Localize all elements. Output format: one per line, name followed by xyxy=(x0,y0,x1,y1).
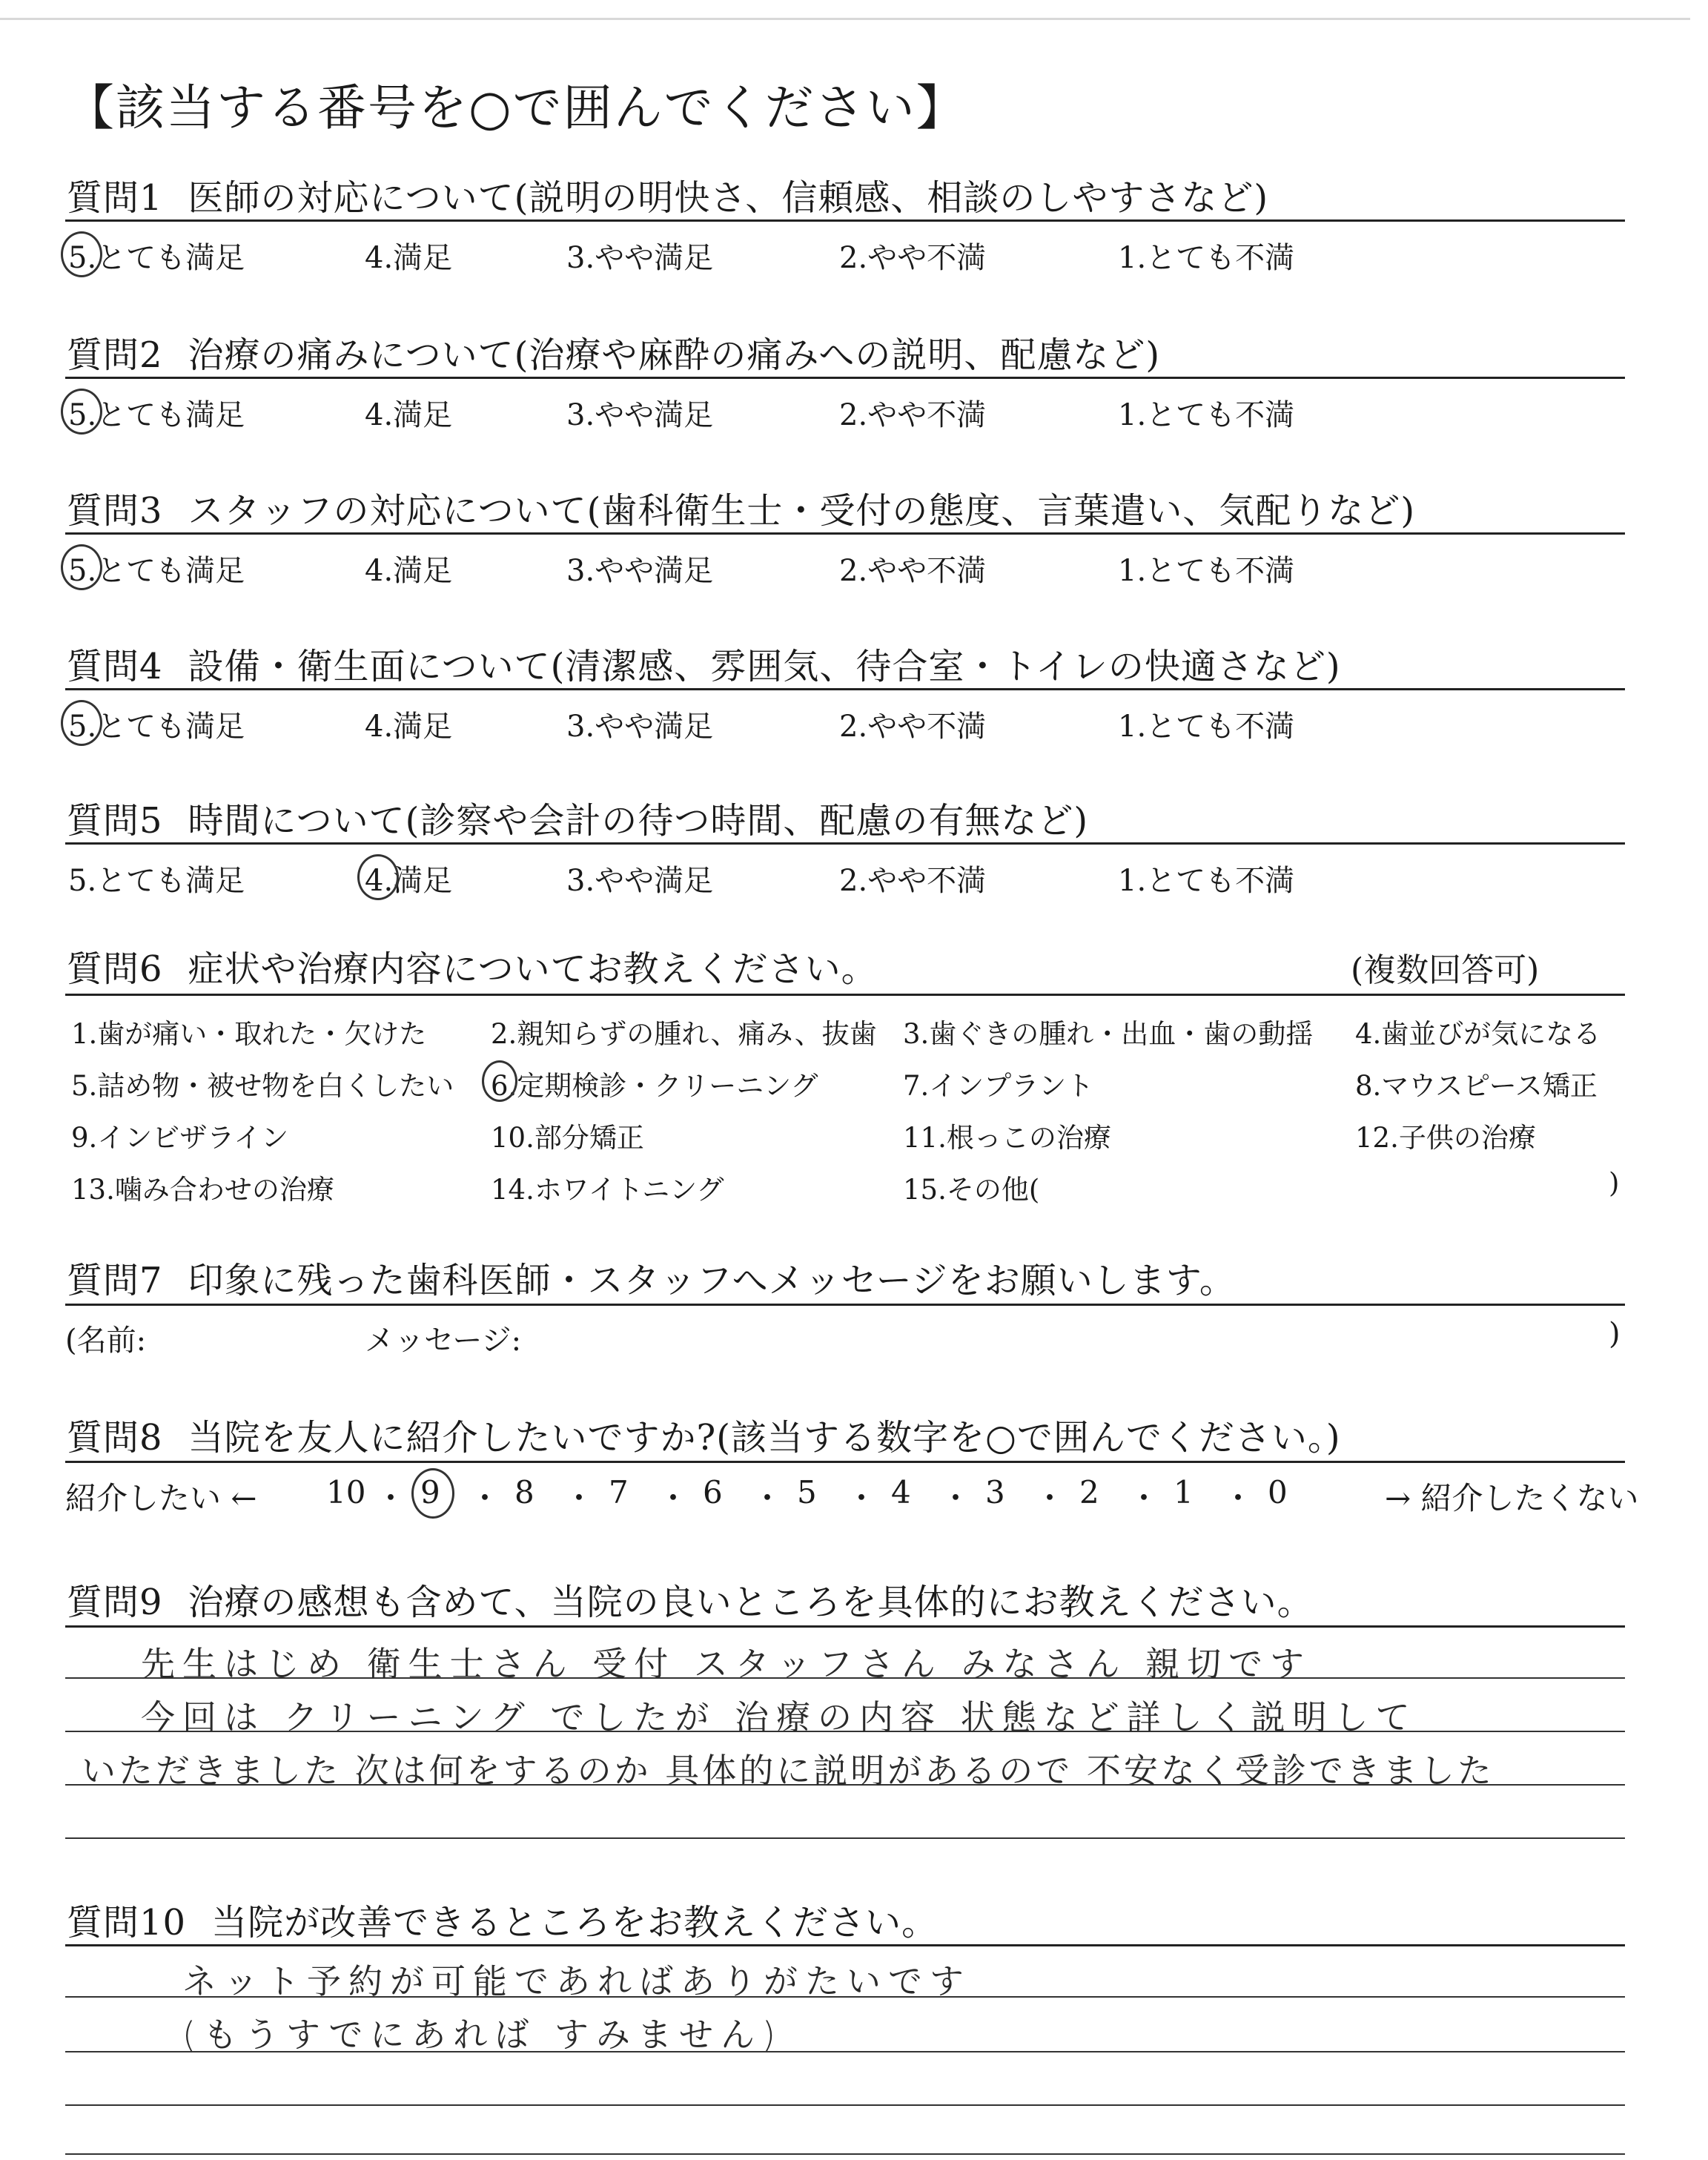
q8-separator-dot: ・ xyxy=(658,1480,689,1516)
q5-option-5[interactable]: 1.とても不満 xyxy=(1118,864,1295,898)
q1-option-2[interactable]: 4.満足 xyxy=(365,241,453,275)
q8-separator-dot: ・ xyxy=(1222,1480,1254,1516)
q6-item-4[interactable]: 4.歯並びが気になる xyxy=(1355,1018,1601,1050)
q6-item-10[interactable]: 10.部分矯正 xyxy=(491,1122,644,1154)
q3-option-2[interactable]: 4.満足 xyxy=(365,554,453,588)
q10-answer-line xyxy=(65,2104,1625,2106)
q9-answer-line xyxy=(65,1625,1625,1628)
q10-answer-line xyxy=(65,1944,1625,1946)
q6-number: 質問6 xyxy=(67,948,163,990)
q2-option-1[interactable]: 5.とても満足 xyxy=(68,398,245,432)
q8-separator-dot: ・ xyxy=(1034,1480,1066,1516)
q9-handwriting-line-1: 先生はじめ 衛生士さん 受付 スタッフさん みなさん 親切です xyxy=(141,1644,1312,1684)
q3-option-5[interactable]: 1.とても不満 xyxy=(1118,554,1295,588)
q8-rule xyxy=(65,1461,1625,1463)
q6-heading xyxy=(67,940,878,991)
q7-message-label: メッセージ: xyxy=(365,1324,522,1358)
q2-option-5[interactable]: 1.とても不満 xyxy=(1118,398,1295,432)
q6-text: 症状や治療内容についてお教えください。 xyxy=(188,948,878,990)
q10-answer-line xyxy=(65,2153,1625,2155)
q1-option-1[interactable]: 5.とても満足 xyxy=(68,241,245,275)
q6-item-5[interactable]: 5.詰め物・被せ物を白くしたい xyxy=(71,1070,454,1102)
q6-item-9[interactable]: 9.インビザライン xyxy=(71,1122,289,1154)
q4-selected-circle xyxy=(61,700,102,746)
q1-selected-circle xyxy=(61,231,102,277)
q3-number: 質問3 xyxy=(67,490,163,532)
q8-selected-circle xyxy=(411,1468,454,1519)
q9-handwriting-line-2: 今回は クリーニング でしたが 治療の内容 状態など詳しく説明して xyxy=(141,1697,1417,1737)
q8-separator-dot: ・ xyxy=(752,1480,784,1516)
q9-text: 治療の感想も含めて、当院の良いところを具体的にお教えください。 xyxy=(188,1582,1314,1623)
q4-option-4[interactable]: 2.やや不満 xyxy=(839,710,987,744)
q8-scale-4[interactable]: 4 xyxy=(891,1474,911,1510)
q3-heading xyxy=(67,482,1415,533)
q6-item-8[interactable]: 8.マウスピース矯正 xyxy=(1355,1070,1598,1102)
q1-number: 質問1 xyxy=(67,177,163,219)
page-top-border xyxy=(0,18,1690,20)
q6-item-2[interactable]: 2.親知らずの腫れ、痛み、抜歯 xyxy=(491,1018,877,1050)
q2-selected-circle xyxy=(61,389,102,435)
q1-option-4[interactable]: 2.やや不満 xyxy=(839,241,987,275)
q10-handwriting-line-2: (もうすでにあれば すみません) xyxy=(182,2015,783,2055)
q5-option-3[interactable]: 3.やや満足 xyxy=(566,864,714,898)
q5-text: 時間について(診察や会計の待つ時間、配慮の有無など) xyxy=(188,800,1089,842)
q1-option-5[interactable]: 1.とても不満 xyxy=(1118,241,1295,275)
q1-heading xyxy=(67,169,1268,220)
q9-handwriting-line-3: いただきました 次は何をするのか 具体的に説明があるので 不安なく受診できました xyxy=(82,1751,1494,1791)
q4-rule xyxy=(65,688,1625,690)
q10-handwriting-line-1: ネット予約が可能であればありがたいです xyxy=(182,1961,971,2001)
q4-option-5[interactable]: 1.とても不満 xyxy=(1118,710,1295,744)
q5-rule xyxy=(65,842,1625,845)
q10-number: 質問10 xyxy=(67,1902,187,1943)
q6-item-14[interactable]: 14.ホワイトニング xyxy=(491,1174,724,1206)
q7-heading xyxy=(67,1252,1236,1303)
q7-number: 質問7 xyxy=(67,1260,163,1301)
q2-heading xyxy=(67,326,1160,377)
q1-text: 医師の対応について(説明の明快さ、信頼感、相談のしやすさなど) xyxy=(188,177,1269,219)
q8-scale-9[interactable]: 9 xyxy=(420,1474,440,1510)
q6-item-3[interactable]: 3.歯ぐきの腫れ・出血・歯の動揺 xyxy=(903,1018,1314,1050)
q2-number: 質問2 xyxy=(67,334,163,376)
q8-text: 当院を友人に紹介したいですか?(該当する数字を○で囲んでください。) xyxy=(188,1417,1341,1459)
q8-scale-6[interactable]: 6 xyxy=(703,1474,723,1510)
q8-left-label: 紹介したい ← xyxy=(65,1480,257,1516)
q6-selected-circle xyxy=(482,1060,517,1102)
q8-scale-1[interactable]: 1 xyxy=(1174,1474,1194,1510)
q2-option-3[interactable]: 3.やや満足 xyxy=(566,398,714,432)
q8-separator-dot: ・ xyxy=(846,1480,878,1516)
q7-text: 印象に残った歯科医師・スタッフへメッセージをお願いします。 xyxy=(188,1260,1236,1301)
q6-item-1[interactable]: 1.歯が痛い・取れた・欠けた xyxy=(71,1018,427,1050)
q6-item-13[interactable]: 13.噛み合わせの治療 xyxy=(71,1174,334,1206)
q8-scale-8[interactable]: 8 xyxy=(514,1474,534,1510)
q4-option-1[interactable]: 5.とても満足 xyxy=(68,710,245,744)
q3-selected-circle xyxy=(61,544,102,590)
q8-heading xyxy=(67,1409,1341,1460)
q8-right-label: → 紹介したくない xyxy=(1385,1480,1639,1516)
q8-separator-dot: ・ xyxy=(1128,1480,1160,1516)
q6-item-11[interactable]: 11.根っこの治療 xyxy=(903,1122,1111,1154)
q8-scale-10[interactable]: 10 xyxy=(326,1474,366,1510)
q8-separator-dot: ・ xyxy=(375,1480,407,1516)
q4-number: 質問4 xyxy=(67,646,163,687)
q9-number: 質問9 xyxy=(67,1582,163,1623)
q2-text: 治療の痛みについて(治療や麻酔の痛みへの説明、配慮など) xyxy=(188,334,1161,376)
q2-option-4[interactable]: 2.やや不満 xyxy=(839,398,987,432)
q4-option-2[interactable]: 4.満足 xyxy=(365,710,453,744)
q5-option-2[interactable]: 4.満足 xyxy=(365,864,453,898)
q5-selected-circle xyxy=(357,854,399,900)
q8-scale-5[interactable]: 5 xyxy=(797,1474,817,1510)
q7-close-paren: ) xyxy=(1609,1317,1621,1351)
q6-item-7[interactable]: 7.インプラント xyxy=(903,1070,1094,1102)
q2-option-2[interactable]: 4.満足 xyxy=(365,398,453,432)
q8-separator-dot: ・ xyxy=(469,1480,501,1516)
q5-heading xyxy=(67,792,1088,843)
q8-scale-0[interactable]: 0 xyxy=(1268,1474,1288,1510)
q6-note: (複数回答可) xyxy=(1351,951,1540,989)
q1-rule xyxy=(65,219,1625,222)
q6-item-15[interactable]: 15.その他( xyxy=(903,1174,1040,1206)
q7-name-label: (名前: xyxy=(65,1324,147,1358)
q3-text: スタッフの対応について(歯科衛生士・受付の態度、言葉遣い、気配りなど) xyxy=(188,490,1416,532)
page-title: 【該当する番号を○で囲んでください】 xyxy=(65,79,967,136)
q8-scale-7[interactable]: 7 xyxy=(609,1474,629,1510)
q9-heading xyxy=(67,1573,1314,1625)
q10-heading xyxy=(67,1894,938,1945)
q2-rule xyxy=(65,377,1625,379)
q4-text: 設備・衛生面について(清潔感、雰囲気、待合室・トイレの快適さなど) xyxy=(188,646,1341,687)
q8-scale-3[interactable]: 3 xyxy=(985,1474,1005,1510)
q3-rule xyxy=(65,532,1625,535)
q4-option-3[interactable]: 3.やや満足 xyxy=(566,710,714,744)
q3-option-4[interactable]: 2.やや不満 xyxy=(839,554,987,588)
q7-rule xyxy=(65,1304,1625,1306)
q5-option-4[interactable]: 2.やや不満 xyxy=(839,864,987,898)
q3-option-3[interactable]: 3.やや満足 xyxy=(566,554,714,588)
q9-answer-line xyxy=(65,1837,1625,1839)
q8-separator-dot: ・ xyxy=(563,1480,595,1516)
q3-option-1[interactable]: 5.とても満足 xyxy=(68,554,245,588)
q1-option-3[interactable]: 3.やや満足 xyxy=(566,241,714,275)
q6-close-paren: ) xyxy=(1609,1167,1620,1199)
q5-option-1[interactable]: 5.とても満足 xyxy=(68,864,245,898)
q6-rule xyxy=(65,994,1625,996)
q4-heading xyxy=(67,638,1341,689)
q6-item-6[interactable]: 6.定期検診・クリーニング xyxy=(491,1070,818,1102)
q8-separator-dot: ・ xyxy=(940,1480,972,1516)
q5-number: 質問5 xyxy=(67,800,163,842)
q8-number: 質問8 xyxy=(67,1417,163,1459)
q8-scale-2[interactable]: 2 xyxy=(1079,1474,1099,1510)
q6-item-12[interactable]: 12.子供の治療 xyxy=(1355,1122,1536,1154)
q10-text: 当院が改善できるところをお教えください。 xyxy=(211,1902,939,1943)
